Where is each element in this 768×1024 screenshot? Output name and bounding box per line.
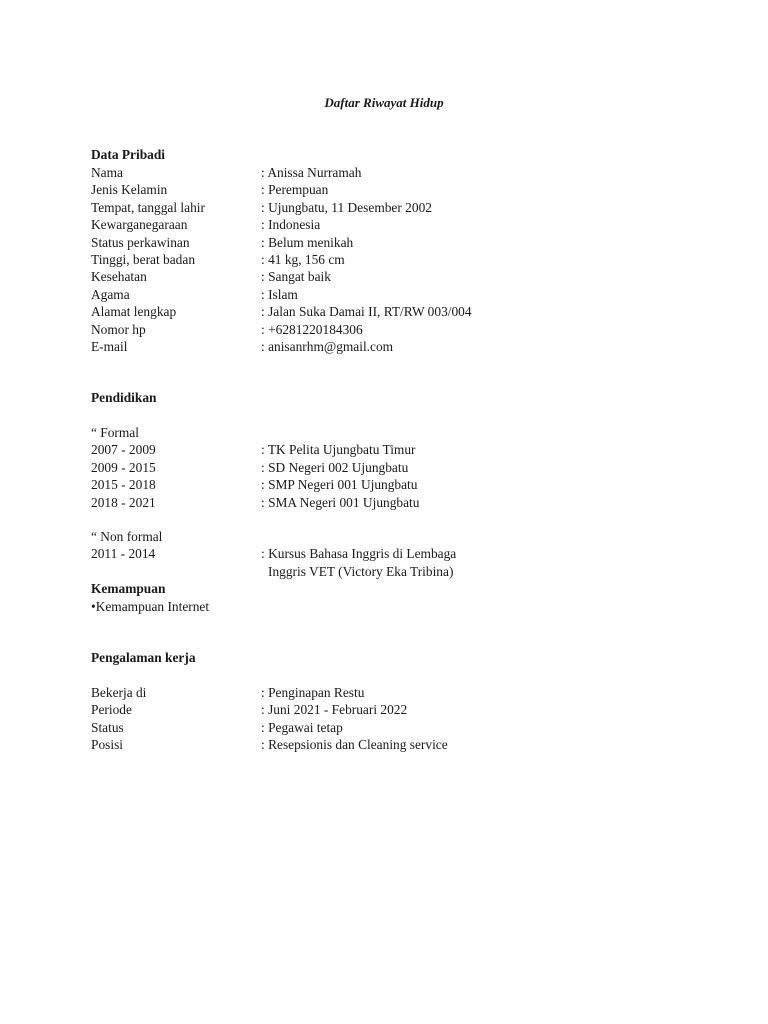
row-value: : Islam [261,286,298,303]
row-label: Nama [91,165,123,180]
section-heading-data-pribadi: Data Pribadi [91,147,166,162]
row-value: : Pegawai tetap [261,719,343,736]
skill-item: •Kemampuan Internet [91,598,210,614]
row-value: : Sangat baik [261,268,331,285]
row-label: Posisi [91,737,124,753]
section-heading-kemampuan: Kemampuan [91,580,166,596]
subsection-label-formal: “ Formal [91,425,139,440]
section-heading-pendidikan: Pendidikan [91,390,157,405]
row-label: 2011 - 2014 [91,546,156,562]
row-value: : Penginapan Restu [261,684,364,701]
row-value: : SD Negeri 002 Ujungbatu [261,459,408,476]
row-value-continuation: Inggris VET (Victory Eka Tribina) [268,563,454,579]
row-label: Status [91,719,124,735]
row-label: 2018 - 2021 [91,494,156,510]
row-value: : Anissa Nurramah [261,164,361,181]
row-label: Kewarganegaraan [91,217,188,233]
row-value: : Belum menikah [261,234,353,251]
document-title: Daftar Riwayat Hidup [324,95,444,110]
row-label: Jenis Kelamin [91,182,168,198]
row-value: : Resepsionis dan Cleaning service [261,736,448,753]
row-value: : Kursus Bahasa Inggris di Lembaga [261,545,456,562]
row-label: Bekerja di [91,685,147,700]
row-value: : Indonesia [261,216,320,233]
row-value: : Jalan Suka Damai II, RT/RW 003/004 [261,303,472,320]
row-value: : +6281220184306 [261,321,363,338]
row-label: E-mail [91,339,128,354]
row-label: Nomor hp [91,321,146,337]
section-heading-pengalaman-kerja: Pengalaman kerja [91,650,196,665]
row-value: : TK Pelita Ujungbatu Timur [261,441,416,458]
row-label: Agama [91,286,130,302]
row-value: : Perempuan [261,181,328,198]
row-label: Periode [91,702,132,718]
row-label: 2007 - 2009 [91,442,156,458]
row-value: : SMP Negeri 001 Ujungbatu [261,476,417,493]
row-value: : Juni 2021 - Februari 2022 [261,701,407,718]
row-label: Alamat lengkap [91,304,177,320]
row-value: : 41 kg, 156 cm [261,251,345,268]
row-value: : anisanrhm@gmail.com [261,338,393,355]
row-label: Kesehatan [91,269,147,285]
row-value: : SMA Negeri 001 Ujungbatu [261,494,419,511]
row-label: Status perkawinan [91,234,190,250]
row-label: 2015 - 2018 [91,477,156,493]
row-label: Tempat, tanggal lahir [91,199,205,215]
row-value: : Ujungbatu, 11 Desember 2002 [261,199,432,216]
subsection-label-non-formal: “ Non formal [91,529,163,544]
row-label: 2009 - 2015 [91,459,156,475]
row-label: Tinggi, berat badan [91,252,196,267]
